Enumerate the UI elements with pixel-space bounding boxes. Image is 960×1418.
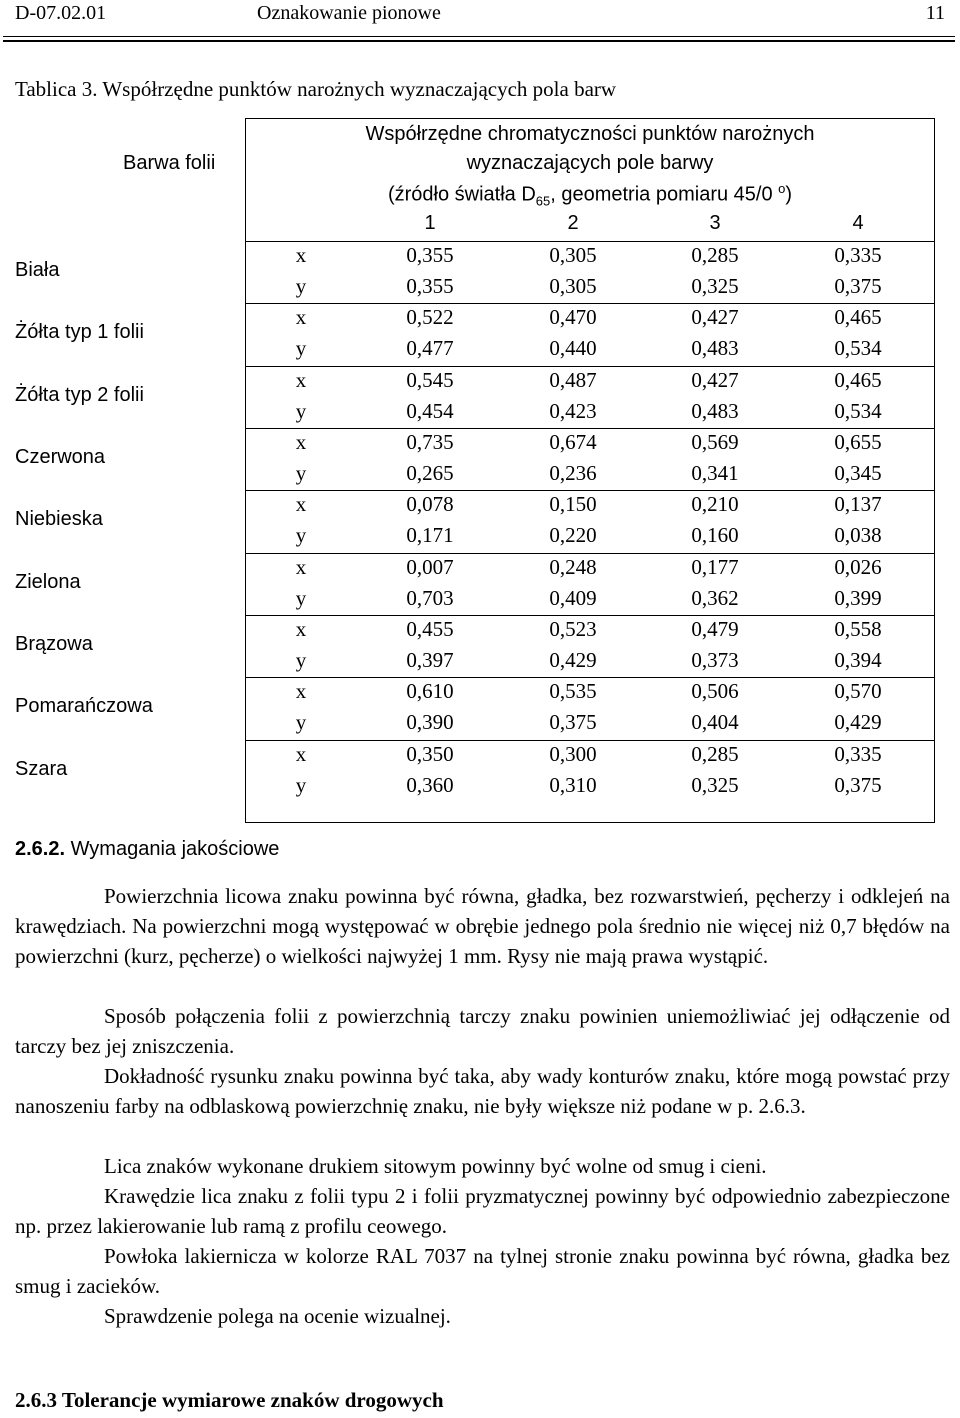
x-value-point-4: 0,335 [834,243,882,267]
x-value-point-1: 0,350 [406,741,454,766]
header-rule-thin [3,36,955,37]
x-value-point-2: 0,470 [549,305,597,330]
y-value-point-2: 0,305 [549,274,597,298]
color-name: Biała [15,259,60,281]
y-value-point-2: 0,429 [549,647,597,672]
y-axis-label: y [295,274,307,298]
y-axis-label: y [295,336,307,361]
x-value-point-1: 0,735 [406,429,454,454]
x-axis-label: x [295,492,307,517]
x-axis-label: x [295,616,307,641]
point-number-1: 1 [424,212,436,234]
x-value-point-4: 0,558 [834,616,882,641]
x-axis-label: x [295,243,307,267]
y-value-point-4: 0,394 [834,647,882,672]
color-name: Niebieska [15,508,103,531]
x-axis-label: x [295,429,307,454]
table-group-divider [245,615,935,616]
paragraph-5 [15,1181,950,1241]
x-value-point-1: 0,007 [406,554,454,579]
x-value-point-4: 0,655 [834,429,882,454]
page-number: 11 [925,2,945,24]
x-value-point-1: 0,078 [406,492,454,517]
paragraph-6-text: Powłoka lakiernicza w kolorze RAL 7037 na tylnej stronie znaku powinna być równa, gładka bez smug i zacieków. [15,1244,950,1298]
coord-header-line3-mid: , geometria pomiaru 45/0 [550,183,779,206]
x-value-point-2: 0,523 [549,616,597,641]
y-value-point-3: 0,373 [691,647,739,672]
y-value-point-1: 0,454 [406,398,454,423]
color-name: Brązowa [15,632,93,655]
paragraph-4 [15,1151,950,1181]
x-value-point-2: 0,487 [549,367,597,392]
y-value-point-1: 0,171 [406,523,454,548]
paragraph-2-text: Sposób połączenia folii z powierzchnią tarczy znaku powinien uniemożliwiać jej odłączenie od tarczy bez jej zniszczenia. [15,1004,950,1058]
paragraph-3-text: Dokładność rysunku znaku powinna być taka, aby wady konturów znaku, które mogą powstać przy nanoszeniu farby na odblaskową powierzchnię znaku, nie były większe niż podane w p. 2.6.3. [15,1064,950,1118]
x-value-point-3: 0,427 [691,367,739,392]
point-number-2: 2 [567,212,579,234]
y-value-point-1: 0,360 [406,772,454,797]
x-value-point-2: 0,535 [549,679,597,704]
coord-header-subscript: 65 [535,193,551,209]
paragraph-5-text: Krawędzie lica znaku z folii typu 2 i folii pryzmatycznej powinny być odpowiednio zabezpieczone np. przez lakierowanie lub ramą z profilu ceowego. [15,1184,950,1238]
x-value-point-2: 0,300 [549,741,597,766]
point-number-3: 3 [709,212,721,234]
table-border-right [934,118,935,823]
x-axis-label: x [295,367,307,392]
x-value-point-1: 0,545 [406,367,454,392]
y-value-point-1: 0,390 [406,710,454,735]
x-value-point-4: 0,026 [834,554,882,579]
table-group-divider [245,366,935,367]
y-value-point-3: 0,341 [691,460,739,485]
y-value-point-1: 0,477 [406,336,454,361]
y-axis-label: y [295,710,307,735]
paragraph-4-text: Lica znaków wykonane drukiem sitowym powinny być wolne od smug i cieni. [104,1154,767,1178]
x-value-point-3: 0,285 [691,741,739,766]
y-value-point-3: 0,404 [691,710,739,735]
y-value-point-4: 0,345 [834,460,882,485]
table-group-divider [245,553,935,554]
x-value-point-3: 0,569 [691,429,739,454]
y-value-point-4: 0,534 [834,398,882,423]
y-value-point-1: 0,355 [406,274,454,298]
table-title: Tablica 3. Współrzędne punktów narożnych wyznaczających pola barw [15,77,617,101]
y-value-point-3: 0,325 [691,274,739,298]
table-border-left [245,118,246,823]
color-name: Szara [15,757,68,780]
paragraph-6 [15,1241,950,1301]
paragraph-3 [15,1061,950,1121]
y-value-point-3: 0,483 [691,336,739,361]
x-axis-label: x [295,741,307,766]
x-axis-label: x [295,679,307,704]
table-group-divider [245,303,935,304]
y-value-point-4: 0,429 [834,710,882,735]
x-value-point-4: 0,335 [834,741,882,766]
y-axis-label: y [295,647,307,672]
x-axis-label: x [295,305,307,330]
paragraph-1 [15,881,950,971]
x-value-point-4: 0,137 [834,492,882,517]
page-header [15,0,945,28]
document-code: D-07.02.01 [15,2,107,24]
table-border-bottom [245,822,935,823]
x-value-point-2: 0,674 [549,429,597,454]
y-value-point-3: 0,325 [691,772,739,797]
coord-header-line3-pre: (źródło światła D [387,183,536,206]
x-value-point-3: 0,479 [691,616,739,641]
y-value-point-4: 0,399 [834,585,882,610]
coord-header-line2: wyznaczających pole barwy [466,152,714,174]
coord-header-superscript: o [778,181,786,196]
x-value-point-1: 0,355 [406,243,454,267]
table-group-divider [245,490,935,491]
paragraph-2 [15,1001,950,1061]
paragraph-7 [15,1301,950,1331]
table-group-divider [245,677,935,678]
x-value-point-2: 0,305 [549,243,597,267]
y-axis-label: y [295,398,307,423]
point-number-4: 4 [852,212,864,234]
paragraph-1-text: Powierzchnia licowa znaku powinna być równa, gładka, bez rozwarstwień, pęcherzy i odklejeń na krawędziach. Na powierzchni mogą występować w obrębie jednego pola średnio nie więcej niż 0,7 błędów na powierzchni (kurz, pęcherze) o wielkości najwyżej 1 mm. Rysy nie mają prawa wystąpić. [15,884,950,968]
x-value-point-4: 0,465 [834,367,882,392]
x-value-point-4: 0,570 [834,679,882,704]
coord-header-line3 [245,181,935,209]
x-axis-label: x [295,554,307,579]
y-value-point-1: 0,397 [406,647,454,672]
color-name: Pomarańczowa [15,695,153,718]
y-axis-label: y [295,523,307,548]
y-value-point-4: 0,375 [834,772,882,797]
y-value-point-3: 0,160 [691,523,739,548]
y-value-point-1: 0,703 [406,585,454,610]
x-value-point-4: 0,465 [834,305,882,330]
y-value-point-3: 0,362 [691,585,739,610]
x-value-point-3: 0,506 [691,679,739,704]
x-value-point-3: 0,210 [691,492,739,517]
x-value-point-1: 0,455 [406,616,454,641]
y-value-point-2: 0,220 [549,523,597,548]
table-group-divider [245,428,935,429]
y-axis-label: y [295,585,307,610]
y-value-point-1: 0,265 [406,460,454,485]
paragraph-7-text: Sprawdzenie polega na ocenie wizualnej. [104,1304,451,1328]
table-header-divider [245,241,935,242]
section-262-title: Wymagania jakościowe [70,838,280,860]
color-name: Zielona [15,570,81,593]
x-value-point-3: 0,285 [691,243,739,267]
y-value-point-4: 0,375 [834,274,882,298]
y-axis-label: y [295,460,307,485]
x-value-point-2: 0,150 [549,492,597,517]
x-value-point-2: 0,248 [549,554,597,579]
table-group-divider [245,740,935,741]
color-column-header: Barwa folii [123,152,216,174]
color-name: Czerwona [15,445,106,468]
y-value-point-4: 0,534 [834,336,882,361]
y-value-point-2: 0,236 [549,460,597,485]
y-value-point-2: 0,409 [549,585,597,610]
y-value-point-2: 0,423 [549,398,597,423]
color-name: Żółta typ 1 folii [15,321,144,344]
x-value-point-3: 0,177 [691,554,739,579]
y-value-point-4: 0,038 [834,523,882,548]
y-value-point-2: 0,310 [549,772,597,797]
y-value-point-2: 0,440 [549,336,597,361]
x-value-point-1: 0,610 [406,679,454,704]
header-rule-thick [3,40,955,42]
x-value-point-1: 0,522 [406,305,454,330]
table-border-top [245,118,935,119]
coord-header-line3-post: ) [785,183,793,206]
x-value-point-3: 0,427 [691,305,739,330]
section-262-number: 2.6.2. [15,838,66,860]
y-axis-label: y [295,772,307,797]
coord-header-line1: Współrzędne chromatyczności punktów narożnych [365,123,815,145]
section-262-heading [15,838,279,861]
y-value-point-2: 0,375 [549,710,597,735]
color-name: Żółta typ 2 folii [15,383,144,406]
y-value-point-3: 0,483 [691,398,739,423]
document-title: Oznakowanie pionowe [257,2,441,24]
section-263-heading: 2.6.3 Tolerancje wymiarowe znaków drogowych [15,1388,444,1412]
